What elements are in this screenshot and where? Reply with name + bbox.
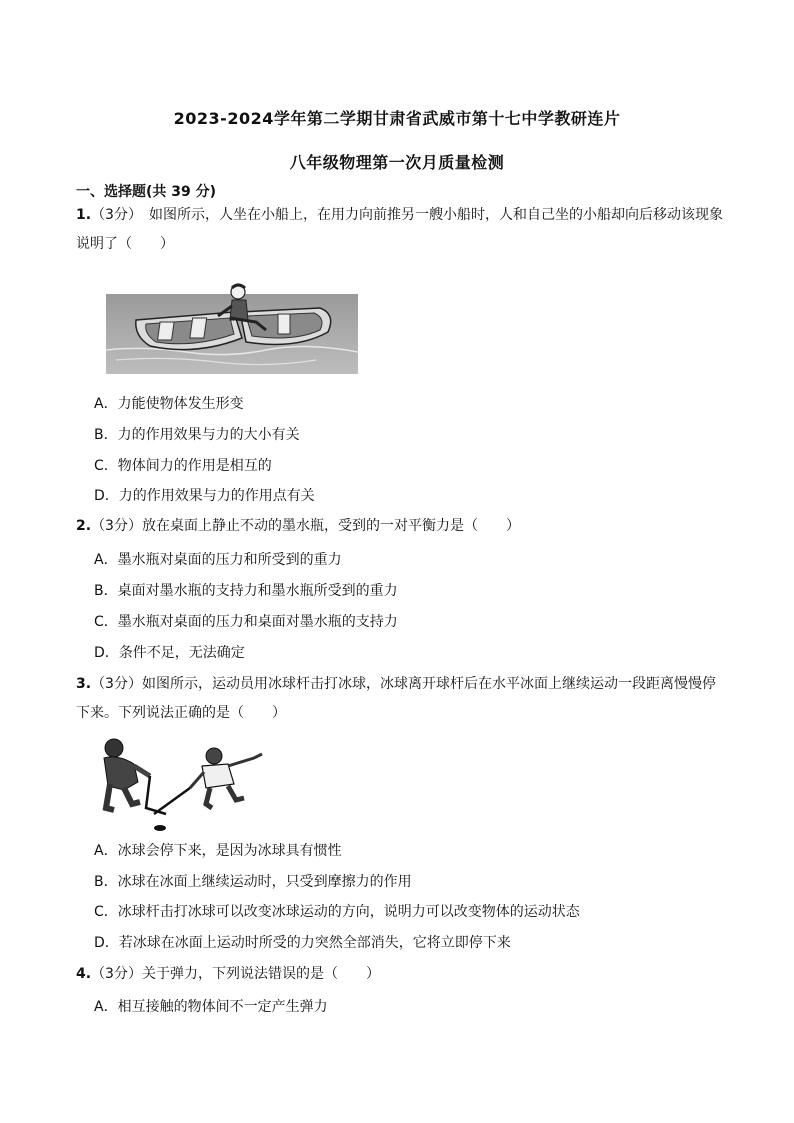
hockey-figure bbox=[94, 738, 270, 834]
exam-title-line1: 2023-2024学年第二学期甘肃省武威市第十七中学教研连片 bbox=[173, 109, 621, 128]
question-text: 放在桌面上静止不动的墨水瓶，受到的一对平衡力是（ ） bbox=[141, 518, 520, 534]
question-1 bbox=[76, 201, 726, 259]
option-2b: B．桌面对墨水瓶的支持力和墨水瓶所受到的重力 bbox=[94, 583, 398, 599]
option-1b: B．力的作用效果与力的大小有关 bbox=[94, 427, 300, 443]
option-3d: D．若冰球在冰面上运动时所受的力突然全部消失，它将立即停下来 bbox=[94, 935, 511, 951]
question-number: 3. bbox=[76, 676, 92, 692]
question-number: 1. bbox=[76, 207, 92, 223]
question-3 bbox=[76, 670, 726, 728]
option-1c: C．物体间力的作用是相互的 bbox=[94, 458, 272, 474]
question-text: 如图所示，人坐在小船上，在用力向前推另一艘小船时，人和自己坐的小船却向后移动该现象说明了（ ） bbox=[76, 207, 723, 252]
option-2c: C．墨水瓶对桌面的压力和桌面对墨水瓶的支持力 bbox=[94, 614, 398, 630]
question-4 bbox=[76, 960, 726, 989]
section-heading: 一、选择题(共 39 分) bbox=[76, 184, 217, 200]
option-2d: D．条件不足，无法确定 bbox=[94, 645, 245, 661]
question-2 bbox=[76, 512, 726, 541]
question-text: 关于弹力，下列说法错误的是（ ） bbox=[141, 966, 380, 982]
option-1a: A．力能使物体发生形变 bbox=[94, 396, 244, 412]
question-number: 2. bbox=[76, 518, 92, 534]
option-4a: A．相互接触的物体间不一定产生弹力 bbox=[94, 999, 328, 1015]
question-score: （3分） bbox=[91, 676, 142, 692]
option-1d: D．力的作用效果与力的作用点有关 bbox=[94, 488, 315, 504]
option-2a: A．墨水瓶对桌面的压力和所受到的重力 bbox=[94, 552, 342, 568]
option-3c: C．冰球杆击打冰球可以改变冰球运动的方向，说明力可以改变物体的运动状态 bbox=[94, 904, 580, 920]
question-number: 4. bbox=[76, 966, 92, 982]
boats-figure bbox=[106, 280, 358, 374]
question-score: （3分） bbox=[91, 966, 142, 982]
question-score: （3分） bbox=[91, 207, 135, 223]
option-3a: A．冰球会停下来，是因为冰球具有惯性 bbox=[94, 843, 342, 859]
question-score: （3分） bbox=[91, 518, 142, 534]
exam-title-line2: 八年级物理第一次月质量检测 bbox=[289, 153, 505, 172]
option-3b: B．冰球在冰面上继续运动时，只受到摩擦力的作用 bbox=[94, 874, 412, 890]
question-text: 如图所示，运动员用冰球杆击打冰球，冰球离开球杆后在水平冰面上继续运动一段距离慢慢停下来。下列说法正确的是（ ） bbox=[76, 676, 716, 721]
